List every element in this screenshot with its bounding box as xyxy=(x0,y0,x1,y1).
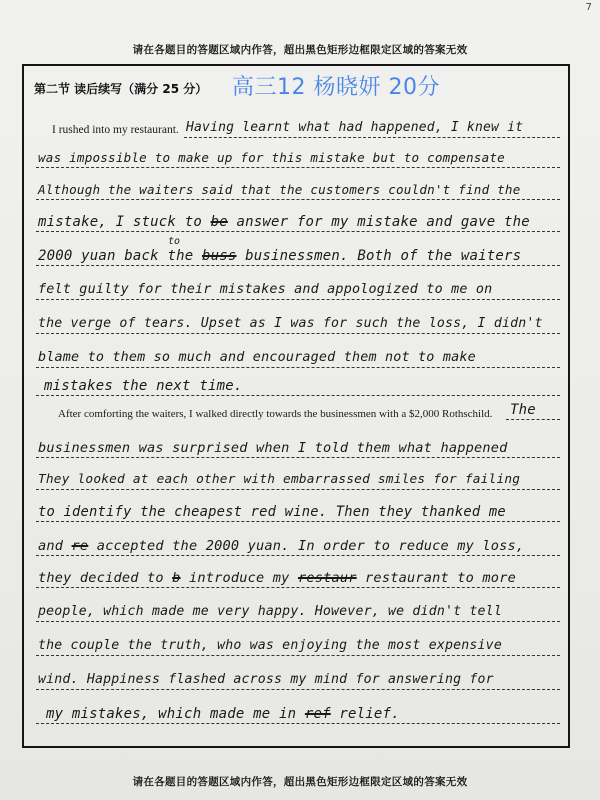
writing-rule xyxy=(36,489,560,490)
writing-rule xyxy=(36,621,560,622)
score-annotation: 高三12 杨晓妍 20分 xyxy=(232,75,440,100)
handwritten-text: restaurant to more xyxy=(365,570,516,586)
writing-rule xyxy=(36,655,560,656)
handwritten-text: mistake, I stuck to xyxy=(38,214,202,230)
handwritten-line xyxy=(46,706,400,722)
insertion-mark: to xyxy=(168,236,181,247)
struck-text: ref xyxy=(304,706,331,722)
writing-rule xyxy=(36,199,560,200)
header-instruction: 请在各题目的答题区域内作答，超出黑色矩形边框限定区域的答案无效 xyxy=(132,44,468,56)
handwritten-line xyxy=(38,248,521,264)
handwritten-text: 2000 yuan back xyxy=(38,248,159,264)
handwritten-line: blame to them so much and encouraged them not to make xyxy=(38,350,476,365)
handwritten-line xyxy=(38,570,516,586)
handwritten-line: mistakes the next time. xyxy=(44,378,243,394)
footer-instruction: 请在各题目的答题区域内作答，超出黑色矩形边框限定区域的答案无效 xyxy=(132,776,468,788)
handwritten-text: accepted the 2000 yuan. In order to reduce my loss, xyxy=(96,538,525,554)
writing-rule xyxy=(36,723,560,724)
handwritten-line: people, which made me very happy. However, we didn't tell xyxy=(38,604,502,619)
handwritten-text: the xyxy=(167,248,194,264)
writing-rule xyxy=(36,333,560,334)
writing-rule xyxy=(36,587,560,588)
writing-rule xyxy=(36,265,560,266)
handwritten-text: my mistakes, which made me in xyxy=(46,706,297,722)
handwritten-text: and xyxy=(38,538,64,554)
writing-rule xyxy=(36,395,560,396)
handwritten-line: The xyxy=(510,402,536,418)
handwritten-line: the couple the truth, who was enjoying the most expensive xyxy=(38,638,502,653)
writing-rule xyxy=(36,689,560,690)
section-title: 第二节 读后续写（满分 25 分） xyxy=(34,82,208,96)
writing-rule xyxy=(36,231,560,232)
writing-rule xyxy=(36,299,560,300)
struck-text: be xyxy=(210,214,228,230)
paragraph1-prompt: I rushed into my restaurant. xyxy=(52,124,179,136)
handwritten-line: wind. Happiness flashed across my mind for answering for xyxy=(38,672,494,687)
handwritten-text: businessmen. Both of the waiters xyxy=(245,248,522,264)
struck-text: buss xyxy=(201,248,237,264)
writing-rule xyxy=(184,137,560,138)
handwritten-line: was impossible to make up for this mistake but to compensate xyxy=(38,150,505,165)
handwritten-line: to identify the cheapest red wine. Then they thanked me xyxy=(38,504,506,520)
struck-text: b xyxy=(172,570,181,586)
handwritten-line xyxy=(38,538,524,554)
handwritten-text: introduce my xyxy=(188,570,290,586)
page-number: 7 xyxy=(585,2,592,13)
writing-rule xyxy=(36,167,560,168)
handwritten-line: felt guilty for their mistakes and appologized to me on xyxy=(38,282,493,297)
handwritten-text: answer for my mistake and gave the xyxy=(236,214,530,230)
paragraph2-prompt: After comforting the waiters, I walked directly towards the businessmen with a $2,000 Rothschild. xyxy=(58,408,493,420)
handwritten-line: They looked at each other with embarrassed smiles for failing xyxy=(38,472,521,487)
writing-rule xyxy=(36,457,560,458)
handwritten-text: they decided to xyxy=(38,570,164,586)
struck-text: restaur xyxy=(297,570,357,586)
writing-rule xyxy=(36,555,560,556)
struck-text: re xyxy=(71,538,89,554)
writing-rule xyxy=(506,419,560,420)
handwritten-line: businessmen was surprised when I told them what happened xyxy=(38,440,508,456)
handwritten-line xyxy=(38,214,530,230)
handwritten-line: the verge of tears. Upset as I was for such the loss, I didn't xyxy=(38,316,543,331)
handwritten-line: Although the waiters said that the customers couldn't find the xyxy=(38,182,521,197)
handwritten-text: relief. xyxy=(339,706,400,722)
writing-rule xyxy=(36,367,560,368)
handwritten-line: Having learnt what had happened, I knew it xyxy=(186,120,524,135)
writing-rule xyxy=(36,521,560,522)
